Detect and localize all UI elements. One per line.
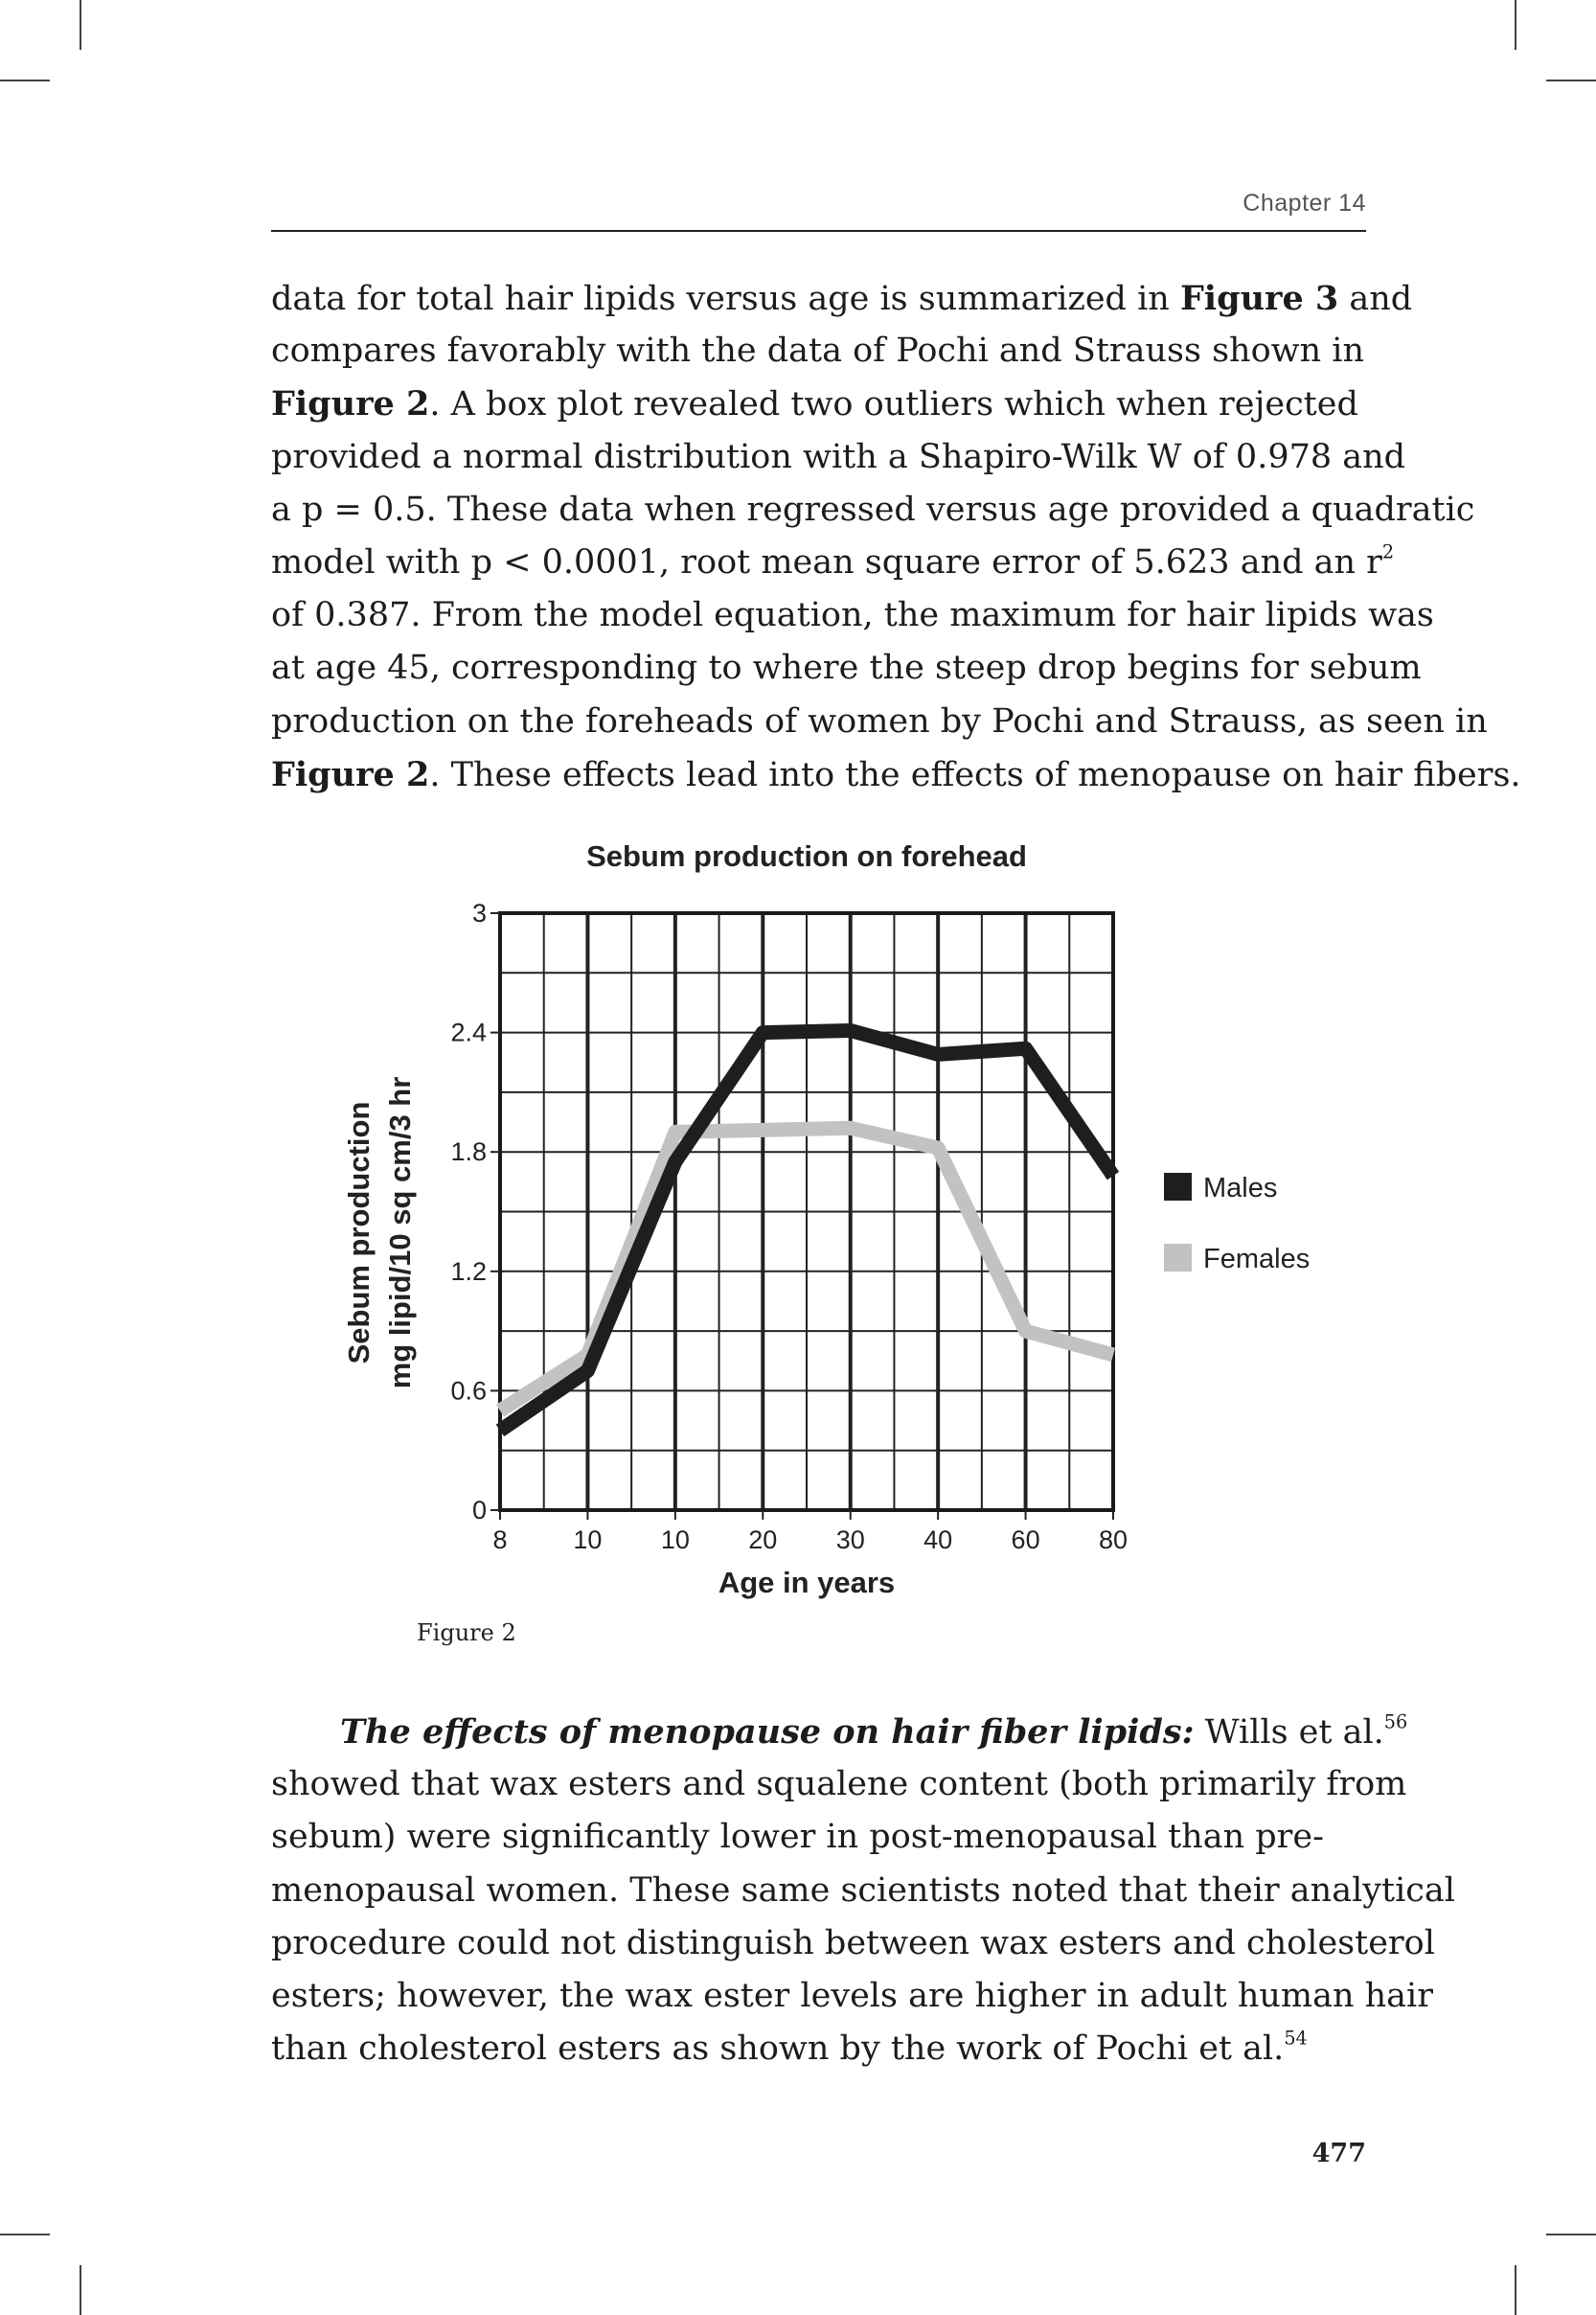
y-tick-label: 1.2 — [450, 1256, 487, 1286]
text-run: data for total hair lipids versus age is summarized in — [271, 280, 1180, 318]
x-tick-label: 10 — [573, 1525, 603, 1554]
text-line — [271, 2023, 1368, 2075]
text-run: and — [1338, 280, 1413, 318]
text-line: at age 45, corresponding to where the steep drop begins for sebum — [271, 649, 1422, 688]
text-line: procedure could not distinguish between wax esters and cholesterol — [271, 1923, 1435, 1962]
text-line: esters; however, the wax ester levels are higher in adult human hair — [271, 1976, 1433, 2015]
text-run: . A box plot revealed two outliers which when rejected — [429, 385, 1358, 424]
text-run: . These effects lead into the effects of menopause on hair fibers. — [429, 755, 1521, 794]
crop-mark — [1546, 2234, 1596, 2235]
text-line — [271, 378, 1368, 430]
running-header — [271, 190, 1366, 232]
figure-reference: Figure 2 — [271, 384, 430, 424]
y-tick-label: 0.6 — [450, 1376, 487, 1406]
text-line: sebum) were significantly lower in post-menopausal than pre- — [271, 1818, 1324, 1857]
crop-mark — [80, 2265, 81, 2315]
x-tick-label: 10 — [660, 1525, 690, 1554]
x-tick-label: 80 — [1098, 1525, 1129, 1554]
text-run: Wills et al. — [1194, 1713, 1384, 1752]
text-line: provided a normal distribution with a Shapiro-Wilk W of 0.978 and — [271, 437, 1406, 476]
body-paragraph-1 — [271, 272, 1521, 801]
crop-mark — [0, 80, 50, 81]
y-axis-label: mg lipid/10 sq cm/3 hr — [383, 1076, 417, 1389]
chapter-label: Chapter 14 — [1243, 190, 1366, 217]
x-tick-label: 20 — [748, 1525, 778, 1554]
crop-mark — [1515, 2265, 1516, 2315]
figure-caption: Figure 2 — [417, 1619, 516, 1646]
x-tick-label: 30 — [835, 1525, 865, 1554]
x-tick-label: 60 — [1011, 1525, 1040, 1554]
text-line: of 0.387. From the model equation, the maximum for hair lipids was — [271, 596, 1434, 635]
x-tick-label: 40 — [923, 1525, 953, 1554]
x-tick-label: 8 — [492, 1525, 508, 1554]
text-line: menopausal women. These same scientists noted that their analytical — [271, 1870, 1455, 1910]
text-run: than cholesterol esters as shown by the work of Pochi et al. — [271, 2029, 1285, 2069]
legend-swatch-females — [1164, 1244, 1192, 1272]
crop-mark — [1515, 0, 1516, 50]
text-line: showed that wax esters and squalene content (both primarily from — [271, 1765, 1407, 1804]
y-tick-label: 3 — [471, 899, 487, 928]
text-line — [271, 272, 1413, 325]
x-axis-label: Age in years — [718, 1566, 896, 1599]
text-line — [271, 537, 1395, 589]
crop-mark — [1546, 80, 1596, 81]
chart-title: Sebum production on forehead — [586, 839, 1027, 873]
paragraph-heading: The effects of menopause on hair fiber lipids: — [340, 1712, 1195, 1752]
y-tick-label: 2.4 — [450, 1018, 487, 1047]
legend-label-males: Males — [1203, 1173, 1278, 1203]
page-number: 477 — [1311, 2139, 1366, 2168]
superscript: 54 — [1284, 2027, 1308, 2050]
figure-reference: Figure 3 — [1179, 279, 1339, 318]
text-run: model with p < 0.0001, root mean square error of 5.623 and an r — [271, 542, 1382, 582]
body-paragraph-2 — [271, 1706, 1455, 2075]
crop-mark — [0, 2234, 50, 2235]
text-line: a p = 0.5. These data when regressed versus age provided a quadratic — [271, 490, 1475, 529]
y-tick-label: 1.8 — [450, 1137, 487, 1167]
text-line: compares favorably with the data of Pochi and Strauss shown in — [271, 332, 1365, 371]
text-line — [271, 1706, 1408, 1758]
crop-mark — [80, 0, 81, 50]
legend-label-females: Females — [1203, 1244, 1311, 1274]
legend-swatch-males — [1164, 1173, 1192, 1201]
figure-reference: Figure 2 — [271, 754, 430, 794]
superscript: 56 — [1383, 1710, 1408, 1733]
y-axis-label: Sebum production — [342, 1101, 376, 1364]
text-line — [271, 748, 1521, 801]
superscript: 2 — [1381, 540, 1395, 563]
sebum-line-chart — [287, 832, 1341, 1608]
y-tick-label: 0 — [471, 1496, 487, 1524]
text-line: production on the foreheads of women by Pochi and Strauss, as seen in — [271, 701, 1488, 741]
